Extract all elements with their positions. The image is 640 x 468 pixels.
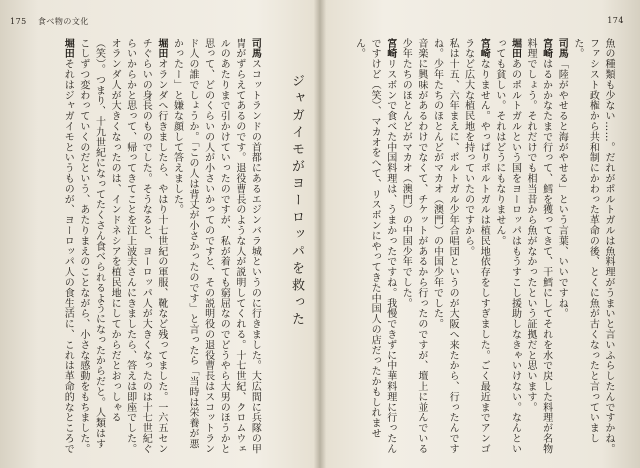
- left-page-number: 175: [10, 17, 27, 26]
- dialogue-paragraph: [60, 38, 76, 458]
- paragraph-text: リスボンで食べた中国料理は、うまかったですね。我慢できずに中華料理に行ったんですけど（笑）、マカオをへて、リスボンにやってきた中国人の店だったかもしれません。: [353, 38, 396, 455]
- dialogue-paragraph: [554, 38, 570, 458]
- left-page: [0, 0, 318, 468]
- paragraph-text: それはジャガイモというものが、ヨーロッパ人の食生活に、これは革命的なところで: [62, 58, 74, 455]
- running-title: 食べ物の文化: [37, 17, 89, 26]
- speaker-name: 宮崎: [384, 38, 396, 59]
- dialogue-paragraph: [429, 38, 460, 458]
- speaker-name: 司馬: [556, 38, 568, 59]
- dialogue-paragraph: [169, 38, 263, 458]
- dialogue-paragraph: [460, 38, 491, 458]
- chapter-title: ジャガイモがヨーロッパを救った: [289, 74, 304, 329]
- paragraph-text: スコットランドの首都にあるエジンバラ城というのに行きました。大広間に兵隊の甲冑がずらえてあるのです。退役曹長のような人が説明してくれる。十七世紀、クロムウェルのあたりまで引かけていったのですが、私が着ても窮屈なのでどうやら大男のほうかと思って、どのくらいの人が小さいかってのですと、その説明役の退役曹長はスコットランド人の誰でしょうか。「この人は背丈が小さかったのです」と言ったら「当時は栄養が悪かったー」と嫌な顔して答えました。: [171, 38, 261, 455]
- paragraph-text: はるかかなたまで行って、鱈を獲ってきて、干鱈にしてそれを水で戻した料理が名物料理でしょう。それだけでも相当昔から魚がなかったという証拠だと思います。: [525, 38, 552, 455]
- paragraph-text: オランダへ行きましたら、やはり十七世紀の軍服、靴など残ってました。一六五センチぐらいの身長のものでした。そうなると、ヨーロッパ人が大きくなったのは十七世紀ぐらいからかと思って、帰ってきてことを江上波夫さんにきましたら、答えは即座でした。オランダ人が大きくなったのは、インドネシアを植民地にしてからだとおっしゃる（笑）。つまり、十九世紀になってたくさん食べられるようになったからだと。人類はすこしずつ変わっていくのだという、あたりまえのことながら、小さな感動をもちました。: [77, 38, 167, 455]
- paragraph-text: 音楽に興味があるわけでなくて、チケットがあるから行ったのですが、壇上に並んでいる少年たちのほとんどがマカオ（澳門）の中国少年でした。: [400, 38, 427, 454]
- paragraph-text: 魚の種類も少ない……。だれがポルトガルは魚料理がうまいと言いふらしたんですかね。ファシスト政権から共和制にかわった革命の後、とくに魚が古くなったと言っていました。: [571, 38, 614, 454]
- dialogue-paragraph: [569, 38, 616, 458]
- right-page-header: [607, 16, 624, 25]
- paragraph-text: あのポルトガルという国をヨーロッパはもうすこし援助しなきゃいけない。なんといっても貧しい。それはどうにもなりません。: [493, 38, 521, 455]
- left-page-header: [10, 16, 89, 27]
- dialogue-paragraph: [75, 38, 169, 458]
- speaker-name: 宮崎: [540, 38, 552, 59]
- speaker-name: 堀田: [155, 38, 167, 59]
- speaker-name: 堀田: [62, 38, 74, 59]
- dialogue-paragraph: [491, 38, 522, 458]
- paragraph-text: なりません。やっぱりポルトガルは植民地依存をしすぎました。ごく最近までアンゴラなど広大な植民地を持っていたのですから。: [462, 38, 490, 455]
- right-page-body: [330, 38, 616, 458]
- right-page-number: 174: [607, 16, 624, 25]
- dialogue-paragraph: [351, 38, 398, 458]
- speaker-name: 堀田: [509, 38, 521, 59]
- dialogue-paragraph: [522, 38, 553, 458]
- right-page: [322, 0, 640, 468]
- left-page-body: [12, 38, 312, 458]
- speaker-name: 司馬: [249, 38, 261, 59]
- paragraph-text: 私は十五、六年まえに、ポルトガル少年合唱団というのが大阪へ来たから、行ったんですね。少年たちのほとんどがマカオ（澳門）の中国少年でした。: [431, 38, 459, 454]
- dialogue-paragraph: [398, 38, 429, 458]
- paragraph-text: 「陸がやせると海がやせる」という言葉、いいですね。: [556, 58, 568, 319]
- speaker-name: 宮崎: [478, 38, 490, 59]
